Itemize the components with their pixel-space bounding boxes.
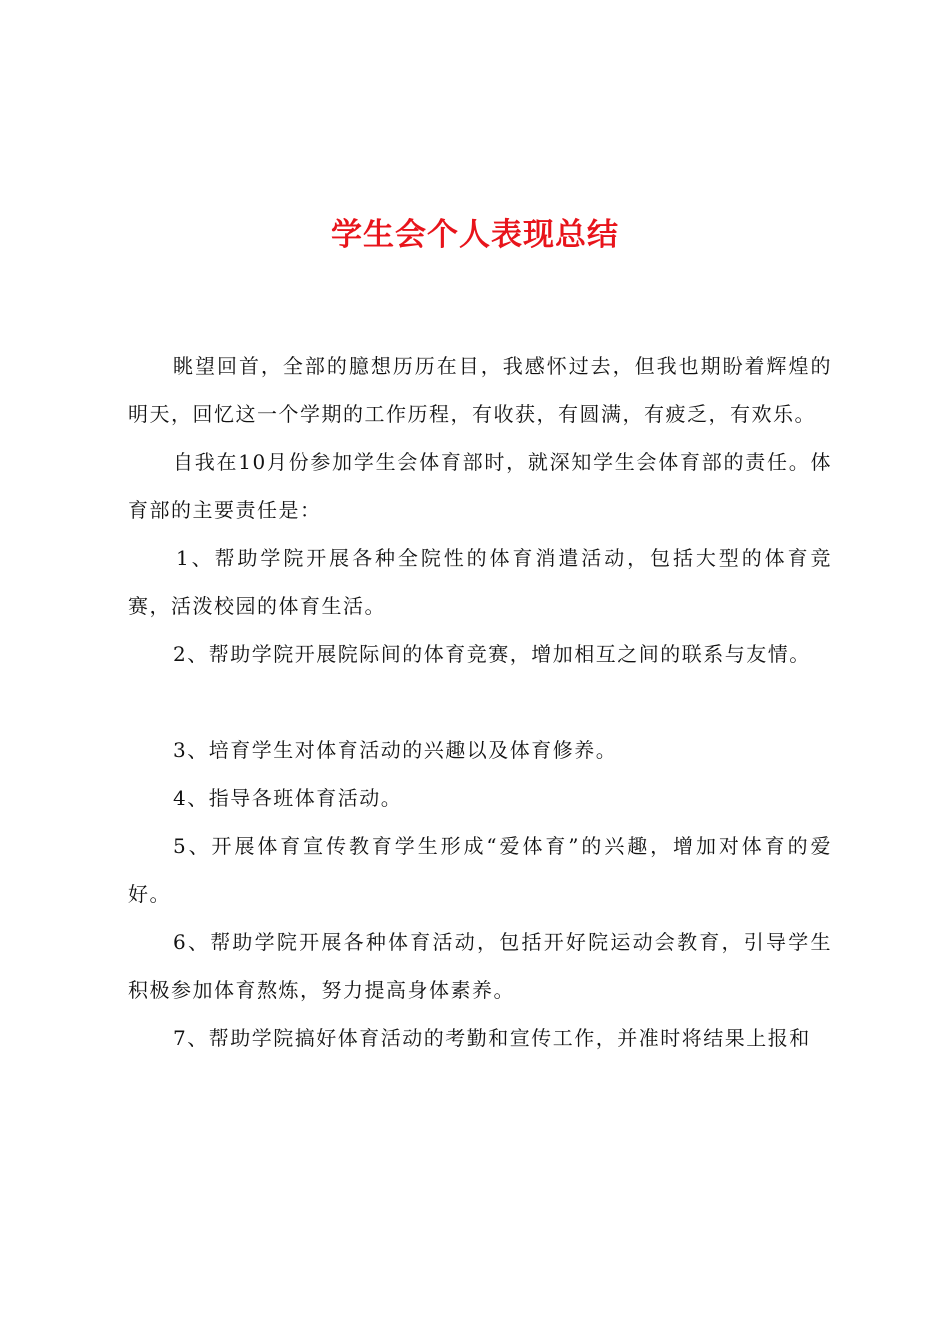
list-item-6: 6、帮助学院开展各种体育活动，包括开好院运动会教育，引导学生积极参加体育熬炼，努力提高身体素养。: [128, 930, 832, 1002]
paragraph-responsibility: 自我在10月份参加学生会体育部时，就深知学生会体育部的责任。体育部的主要责任是：: [128, 450, 832, 522]
list-item-3: 3、培育学生对体育活动的兴趣以及体育修养。: [173, 738, 618, 762]
list-item-2: 2、帮助学院开展院际间的体育竞赛，增加相互之间的联系与友情。: [173, 642, 811, 666]
list-item-7: 7、帮助学院搞好体育活动的考勤和宣传工作，并准时将结果上报和: [173, 1026, 811, 1050]
list-item-1: 1、帮助学院开展各种全院性的体育消遣活动，包括大型的体育竞赛，活泼校园的体育生活。: [128, 546, 832, 618]
paragraph-intro: 眺望回首，全部的臆想历历在目，我感怀过去，但我也期盼着辉煌的明天，回忆这一个学期的工作历程，有收获，有圆满，有疲乏，有欢乐。: [128, 354, 832, 426]
document-title: 学生会个人表现总结: [331, 217, 619, 253]
list-item-5: 5、开展体育宣传教育学生形成“爱体育”的兴趣，增加对体育的爱好。: [128, 834, 832, 906]
document-body: [128, 342, 832, 1062]
list-item-4: 4、指导各班体育活动。: [173, 786, 403, 810]
